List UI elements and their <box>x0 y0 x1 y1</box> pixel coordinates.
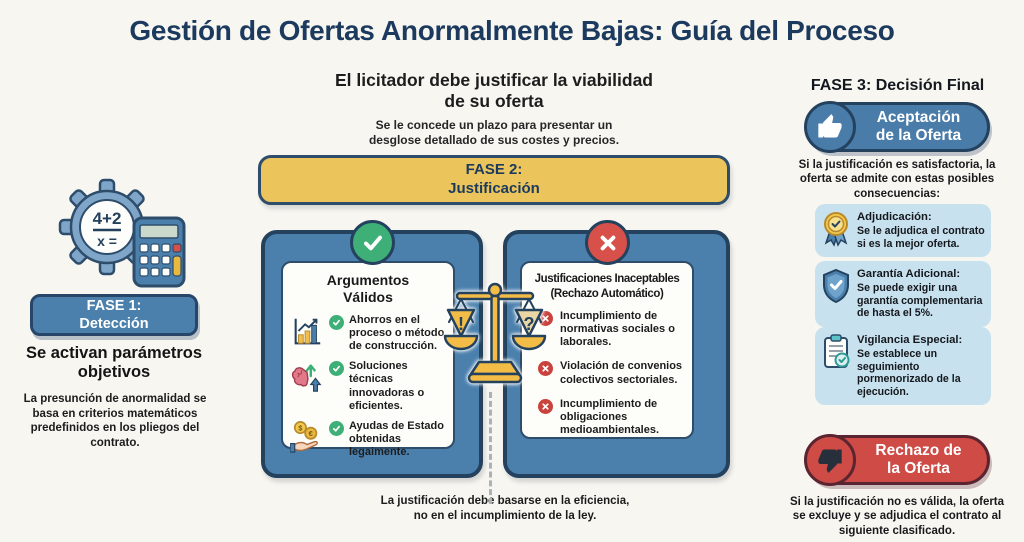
valid-heading-line1: Argumentos <box>326 272 410 288</box>
phase1-heading: Se activan parámetros objetivos <box>25 344 203 382</box>
x-bullet-icon <box>538 399 553 414</box>
svg-text:$: $ <box>298 423 303 433</box>
check-bullet-icon <box>329 361 344 376</box>
phase1-banner-line2: Detección <box>79 316 149 332</box>
medal-icon <box>821 211 851 247</box>
phase2-footnote: La justificación debe basarse en la eficiencia, no en el incumplimiento de la ley. <box>380 495 630 522</box>
phase1-description: La presunción de anormalidad se basa en criterios matemáticos predefinidos en los pliegos del contrato. <box>23 393 207 450</box>
phase2-intro-heading: El licitador debe justificar la viabilidad de su oferta <box>334 70 653 111</box>
consequence-label: Vigilancia Especial: <box>857 334 963 346</box>
reject-label-line2: la Oferta <box>887 460 950 477</box>
consequence-card <box>815 204 991 257</box>
consequence-card <box>815 261 991 327</box>
accept-offer-button <box>806 102 990 152</box>
clipboard-check-icon <box>821 334 851 370</box>
gear-math-top: 4+2 <box>92 209 122 228</box>
valid-item-text: Soluciones técnicas innovadoras o eficientes. <box>349 360 425 412</box>
consequence-text <box>857 268 985 320</box>
valid-item <box>290 314 446 354</box>
valid-item-text: Ayudas de Estado obtenidas legaimente. <box>349 419 444 459</box>
invalid-item <box>529 310 685 350</box>
phase1-banner <box>30 294 198 336</box>
accept-description: Si la justificación es satisfactoria, la oferta se admite con estas posibles consecuencias: <box>798 159 996 200</box>
shield-check-icon <box>821 268 851 304</box>
valid-card <box>281 261 455 459</box>
consequence-body: Se establece un seguimiento pormenorizado de la ejecución. <box>857 348 961 398</box>
valid-heading-line2: Válidos <box>343 288 393 305</box>
consequence-label: Adjudicación: <box>857 211 932 223</box>
consequence-text <box>857 211 985 250</box>
x-circle-icon <box>585 220 630 265</box>
consequence-body: Se le adjudica el contrato si es la mejor oferta. <box>857 225 985 250</box>
invalid-item-text: Incumplimiento de obligaciones medioambientales. <box>560 397 660 437</box>
phase2-intro <box>324 70 664 148</box>
invalid-heading-line1: Justificaciones Inaceptables <box>534 273 680 285</box>
accept-button-label <box>856 109 987 145</box>
brain-arrows-icon <box>290 360 324 394</box>
gear-math-bottom: x = <box>97 233 117 249</box>
reject-description: Si la justificación no es válida, la oferta se excluye y se adjudica el contrato al siguiente clasificado. <box>789 496 1005 537</box>
consequence-card <box>815 327 991 405</box>
valid-item <box>290 360 446 413</box>
valid-item-text: Ahorros en el proceso o método de construcción. <box>349 313 445 352</box>
balance-scales-icon <box>442 280 548 392</box>
invalid-card-heading <box>529 272 685 302</box>
calculator-icon <box>134 218 184 286</box>
thumbs-down-icon <box>804 434 856 486</box>
scales-left-symbol: ! <box>458 314 464 334</box>
thumbs-up-icon <box>804 101 856 153</box>
invalid-item-text: Violación de convenios colectivos sectoriales. <box>560 360 683 386</box>
invalid-heading-line2: (Rechazo Automático) <box>550 287 664 300</box>
reject-button-label <box>856 442 987 478</box>
check-bullet-icon <box>329 315 344 330</box>
valid-card-heading <box>290 272 446 306</box>
invalid-item <box>529 360 685 386</box>
coins-hand-icon <box>290 420 324 454</box>
check-bullet-icon <box>329 421 344 436</box>
consequence-body: Se puede exigir una garantía complementaria de hasta el 5%. <box>857 282 983 320</box>
invalid-item-text: Incumplimiento de normativas sociales o laborales. <box>560 309 675 349</box>
valid-item <box>290 420 446 460</box>
svg-text:€: € <box>308 428 313 438</box>
phase2-banner <box>258 155 730 205</box>
reject-label-line1: Rechazo de <box>875 442 962 460</box>
gear-calculator-icon <box>52 178 187 290</box>
phase2-banner-line2: Justificación <box>448 180 540 197</box>
phase2-banner-line1: FASE 2: <box>465 161 523 179</box>
reject-offer-button <box>806 435 990 485</box>
page-title: Gestión de Ofertas Anormalmente Bajas: Guía del Proceso <box>129 15 895 46</box>
phase2-intro-subtext: Se le concede un plazo para presentar un desglose detallado de sus costes y precios. <box>368 118 620 147</box>
divider-dashed-line <box>489 392 492 504</box>
accept-label-line2: de la Oferta <box>875 127 962 144</box>
accept-label-line1: Aceptación <box>876 109 961 127</box>
phase3-heading: FASE 3: Decisión Final <box>810 77 985 94</box>
consequence-label: Garantía Adicional: <box>857 268 961 280</box>
invalid-item <box>529 398 685 438</box>
scales-right-symbol: ? <box>523 314 535 334</box>
bar-chart-icon <box>290 314 324 348</box>
phase1-banner-line1: FASE 1: <box>86 297 142 314</box>
consequence-text <box>857 334 985 398</box>
check-circle-icon <box>350 220 395 265</box>
